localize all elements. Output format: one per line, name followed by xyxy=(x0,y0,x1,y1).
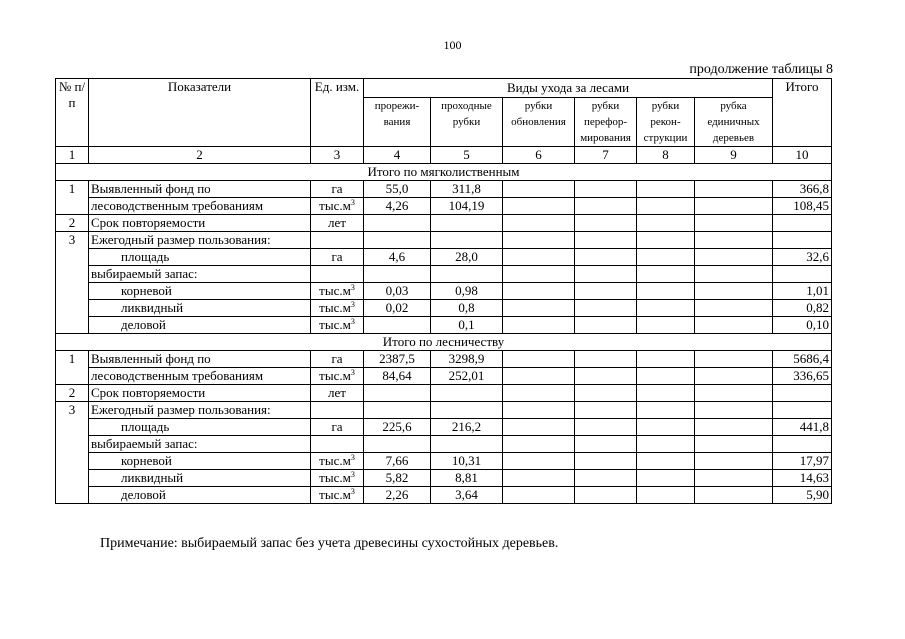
unit-cell xyxy=(311,249,364,266)
empty-cell xyxy=(637,419,695,436)
unit-exponent: 3 xyxy=(350,470,355,479)
empty-cell xyxy=(637,215,695,232)
indicator-label: Срок повторяемости xyxy=(89,385,311,402)
unit-cell xyxy=(311,215,364,232)
unit-text: тыс.м xyxy=(319,453,351,468)
header-unit: Ед. изм. xyxy=(311,79,364,147)
empty-cell xyxy=(575,266,637,283)
value-total xyxy=(773,215,832,232)
value-total xyxy=(773,266,832,283)
empty-cell xyxy=(503,232,575,249)
empty-cell xyxy=(503,266,575,283)
empty-cell xyxy=(575,249,637,266)
empty-cell xyxy=(695,249,773,266)
empty-cell xyxy=(695,385,773,402)
header-indicators: Показатели xyxy=(89,79,311,147)
empty-cell xyxy=(503,436,575,453)
value-total xyxy=(773,385,832,402)
unit-text: тыс.м xyxy=(319,300,351,315)
empty-cell xyxy=(503,215,575,232)
unit-exponent: 3 xyxy=(350,198,355,207)
value-passage-cutting: 216,2 xyxy=(431,419,503,436)
empty-cell xyxy=(637,351,695,368)
value-passage-cutting: 0,8 xyxy=(431,300,503,317)
empty-cell xyxy=(637,317,695,334)
table-row xyxy=(56,470,832,487)
value-thinning: 2387,5 xyxy=(364,351,431,368)
empty-cell xyxy=(503,419,575,436)
value-passage-cutting: 311,8 xyxy=(431,181,503,198)
header-sub-renewal-cutting: рубки обновления xyxy=(503,98,575,147)
row-number: 1 xyxy=(56,181,89,215)
column-number: 10 xyxy=(773,147,832,164)
unit-text: тыс.м xyxy=(319,283,351,298)
unit-exponent: 3 xyxy=(350,368,355,377)
empty-cell xyxy=(637,300,695,317)
empty-cell xyxy=(575,453,637,470)
value-thinning: 225,6 xyxy=(364,419,431,436)
value-thinning: 2,26 xyxy=(364,487,431,504)
value-thinning xyxy=(364,436,431,453)
empty-cell xyxy=(575,470,637,487)
indicator-label: Ежегодный размер пользования: xyxy=(89,232,311,249)
empty-cell xyxy=(695,368,773,385)
empty-cell xyxy=(695,198,773,215)
value-thinning xyxy=(364,266,431,283)
empty-cell xyxy=(637,385,695,402)
footnote: Примечание: выбираемый запас без учета древесины сухостойных деревьев. xyxy=(100,536,559,551)
column-number-row xyxy=(56,147,832,164)
unit-cell xyxy=(311,402,364,419)
row-number: 3 xyxy=(56,402,89,504)
empty-cell xyxy=(575,232,637,249)
table-row xyxy=(56,385,832,402)
empty-cell xyxy=(575,283,637,300)
unit-text: тыс.м xyxy=(319,368,351,383)
empty-cell xyxy=(695,453,773,470)
empty-cell xyxy=(503,487,575,504)
empty-cell xyxy=(575,368,637,385)
value-thinning xyxy=(364,215,431,232)
empty-cell xyxy=(503,351,575,368)
unit-cell xyxy=(311,232,364,249)
indicator-label: ликвидный xyxy=(89,470,311,487)
unit-text: га xyxy=(331,181,343,196)
column-number: 7 xyxy=(575,147,637,164)
row-number: 3 xyxy=(56,232,89,334)
empty-cell xyxy=(637,368,695,385)
column-number: 5 xyxy=(431,147,503,164)
column-number: 6 xyxy=(503,147,575,164)
header-sub-reformation-cutting: рубки перефор-мирования xyxy=(575,98,637,147)
indicator-label: корневой xyxy=(89,453,311,470)
column-number: 4 xyxy=(364,147,431,164)
unit-cell xyxy=(311,317,364,334)
empty-cell xyxy=(695,232,773,249)
row-number: 2 xyxy=(56,385,89,402)
unit-exponent: 3 xyxy=(350,453,355,462)
page-number: 100 xyxy=(443,38,462,52)
header-row xyxy=(56,79,832,98)
value-total: 0,82 xyxy=(773,300,832,317)
empty-cell xyxy=(695,351,773,368)
forest-care-table xyxy=(55,78,832,504)
indicator-label: Ежегодный размер пользования: xyxy=(89,402,311,419)
indicator-label: лесоводственным требованиям xyxy=(89,198,311,215)
table-row xyxy=(56,215,832,232)
value-total xyxy=(773,402,832,419)
empty-cell xyxy=(503,317,575,334)
unit-exponent: 3 xyxy=(350,487,355,496)
row-number: 2 xyxy=(56,215,89,232)
header-total: Итого xyxy=(773,79,832,147)
empty-cell xyxy=(695,283,773,300)
value-passage-cutting xyxy=(431,402,503,419)
empty-cell xyxy=(503,181,575,198)
unit-cell xyxy=(311,300,364,317)
empty-cell xyxy=(695,402,773,419)
empty-cell xyxy=(503,368,575,385)
value-total: 441,8 xyxy=(773,419,832,436)
empty-cell xyxy=(695,317,773,334)
section-title: Итого по лесничеству xyxy=(56,334,832,351)
empty-cell xyxy=(695,470,773,487)
unit-text: га xyxy=(331,249,343,264)
value-total: 5,90 xyxy=(773,487,832,504)
table-row xyxy=(56,266,832,283)
empty-cell xyxy=(575,419,637,436)
value-thinning xyxy=(364,385,431,402)
header-sub-thinning: прорежи-вания xyxy=(364,98,431,147)
empty-cell xyxy=(503,385,575,402)
indicator-label: площадь xyxy=(89,419,311,436)
column-number: 8 xyxy=(637,147,695,164)
empty-cell xyxy=(503,249,575,266)
header-sub-passage-cutting: проходные рубки xyxy=(431,98,503,147)
empty-cell xyxy=(695,300,773,317)
empty-cell xyxy=(575,317,637,334)
empty-cell xyxy=(637,436,695,453)
value-thinning: 84,64 xyxy=(364,368,431,385)
value-passage-cutting: 8,81 xyxy=(431,470,503,487)
empty-cell xyxy=(637,402,695,419)
indicator-label: Срок повторяемости xyxy=(89,215,311,232)
column-number: 2 xyxy=(89,147,311,164)
indicator-label: площадь xyxy=(89,249,311,266)
empty-cell xyxy=(575,487,637,504)
empty-cell xyxy=(637,283,695,300)
table-continuation-label: продолжение таблицы 8 xyxy=(689,62,833,77)
empty-cell xyxy=(695,487,773,504)
table-row xyxy=(56,453,832,470)
table-row xyxy=(56,232,832,249)
header-sub-single-tree-cutting: рубка единичных деревьев xyxy=(695,98,773,147)
empty-cell xyxy=(695,419,773,436)
unit-text: тыс.м xyxy=(319,470,351,485)
value-thinning: 4,6 xyxy=(364,249,431,266)
value-passage-cutting: 10,31 xyxy=(431,453,503,470)
value-thinning: 5,82 xyxy=(364,470,431,487)
empty-cell xyxy=(503,283,575,300)
table-row xyxy=(56,368,832,385)
header-no: № п/п xyxy=(56,79,89,147)
empty-cell xyxy=(695,181,773,198)
empty-cell xyxy=(637,453,695,470)
indicator-label: Выявленный фонд по xyxy=(89,351,311,368)
empty-cell xyxy=(637,249,695,266)
unit-cell xyxy=(311,266,364,283)
empty-cell xyxy=(637,198,695,215)
value-total: 336,65 xyxy=(773,368,832,385)
indicator-label: выбираемый запас: xyxy=(89,266,311,283)
empty-cell xyxy=(503,300,575,317)
value-thinning: 7,66 xyxy=(364,453,431,470)
value-thinning: 4,26 xyxy=(364,198,431,215)
empty-cell xyxy=(695,436,773,453)
value-total xyxy=(773,232,832,249)
indicator-label: корневой xyxy=(89,283,311,300)
empty-cell xyxy=(575,402,637,419)
value-passage-cutting xyxy=(431,436,503,453)
empty-cell xyxy=(637,487,695,504)
value-passage-cutting xyxy=(431,385,503,402)
value-total: 366,8 xyxy=(773,181,832,198)
empty-cell xyxy=(637,181,695,198)
table-row xyxy=(56,283,832,300)
unit-cell xyxy=(311,181,364,198)
unit-cell xyxy=(311,283,364,300)
value-total xyxy=(773,436,832,453)
value-total: 14,63 xyxy=(773,470,832,487)
table-row xyxy=(56,436,832,453)
value-thinning xyxy=(364,317,431,334)
value-total: 1,01 xyxy=(773,283,832,300)
header-forest-care-types: Виды ухода за лесами xyxy=(364,79,773,98)
indicator-label: деловой xyxy=(89,317,311,334)
value-total: 17,97 xyxy=(773,453,832,470)
unit-text: га xyxy=(331,419,343,434)
empty-cell xyxy=(575,215,637,232)
indicator-label: Выявленный фонд по xyxy=(89,181,311,198)
table-row xyxy=(56,487,832,504)
unit-text: га xyxy=(331,351,343,366)
unit-text: тыс.м xyxy=(319,487,351,502)
value-total: 5686,4 xyxy=(773,351,832,368)
column-number: 3 xyxy=(311,147,364,164)
unit-cell xyxy=(311,351,364,368)
value-passage-cutting: 0,1 xyxy=(431,317,503,334)
value-passage-cutting: 104,19 xyxy=(431,198,503,215)
indicator-label: деловой xyxy=(89,487,311,504)
table-row xyxy=(56,351,832,368)
indicator-label: лесоводственным требованиям xyxy=(89,368,311,385)
unit-cell xyxy=(311,436,364,453)
value-thinning: 55,0 xyxy=(364,181,431,198)
unit-exponent: 3 xyxy=(350,300,355,309)
empty-cell xyxy=(637,232,695,249)
table-row xyxy=(56,419,832,436)
indicator-label: выбираемый запас: xyxy=(89,436,311,453)
value-total: 0,10 xyxy=(773,317,832,334)
empty-cell xyxy=(695,266,773,283)
value-passage-cutting xyxy=(431,215,503,232)
section-title: Итого по мягколиственным xyxy=(56,164,832,181)
table-row xyxy=(56,300,832,317)
table-row xyxy=(56,317,832,334)
empty-cell xyxy=(503,198,575,215)
unit-text: тыс.м xyxy=(319,198,351,213)
table-row xyxy=(56,402,832,419)
empty-cell xyxy=(575,198,637,215)
unit-cell xyxy=(311,487,364,504)
column-number: 9 xyxy=(695,147,773,164)
unit-text: лет xyxy=(328,385,346,400)
value-thinning xyxy=(364,232,431,249)
unit-cell xyxy=(311,470,364,487)
section-title-row xyxy=(56,164,832,181)
empty-cell xyxy=(503,453,575,470)
empty-cell xyxy=(503,402,575,419)
empty-cell xyxy=(575,436,637,453)
value-thinning: 0,03 xyxy=(364,283,431,300)
row-number: 1 xyxy=(56,351,89,385)
value-passage-cutting: 252,01 xyxy=(431,368,503,385)
unit-cell xyxy=(311,198,364,215)
value-total: 108,45 xyxy=(773,198,832,215)
value-passage-cutting xyxy=(431,266,503,283)
unit-exponent: 3 xyxy=(350,283,355,292)
section-title-row xyxy=(56,334,832,351)
unit-cell xyxy=(311,453,364,470)
column-number: 1 xyxy=(56,147,89,164)
unit-cell xyxy=(311,385,364,402)
indicator-label: ликвидный xyxy=(89,300,311,317)
table-row xyxy=(56,181,832,198)
empty-cell xyxy=(575,300,637,317)
unit-cell xyxy=(311,368,364,385)
value-passage-cutting: 28,0 xyxy=(431,249,503,266)
unit-exponent: 3 xyxy=(350,317,355,326)
unit-text: лет xyxy=(328,215,346,230)
header-sub-reconstruction-cutting: рубки рекон-струкции xyxy=(637,98,695,147)
empty-cell xyxy=(637,470,695,487)
table-row xyxy=(56,198,832,215)
value-thinning xyxy=(364,402,431,419)
value-total: 32,6 xyxy=(773,249,832,266)
table-row xyxy=(56,249,832,266)
unit-text: тыс.м xyxy=(319,317,351,332)
empty-cell xyxy=(637,266,695,283)
empty-cell xyxy=(575,351,637,368)
value-passage-cutting: 3,64 xyxy=(431,487,503,504)
empty-cell xyxy=(575,385,637,402)
empty-cell xyxy=(695,215,773,232)
value-passage-cutting xyxy=(431,232,503,249)
value-thinning: 0,02 xyxy=(364,300,431,317)
value-passage-cutting: 3298,9 xyxy=(431,351,503,368)
empty-cell xyxy=(503,470,575,487)
value-passage-cutting: 0,98 xyxy=(431,283,503,300)
unit-cell xyxy=(311,419,364,436)
empty-cell xyxy=(575,181,637,198)
